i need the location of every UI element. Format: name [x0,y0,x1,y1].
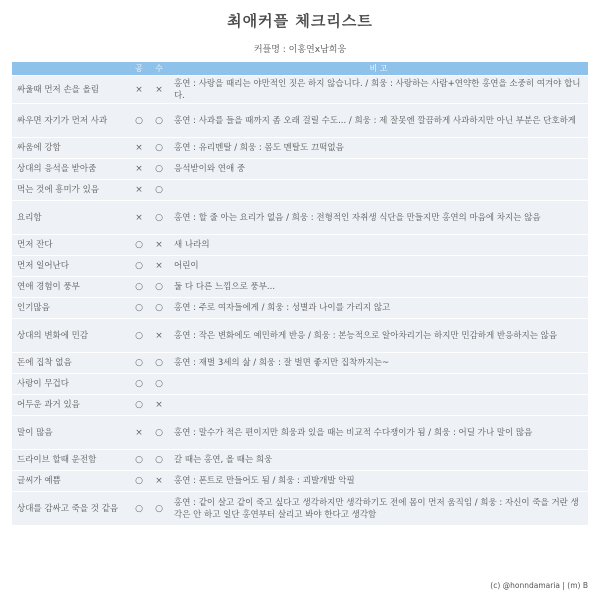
row-note: 둘 다 다른 느낌으로 풍부... [169,277,588,297]
row-note [169,180,588,200]
row-gong: ○ [129,104,149,137]
row-item: 상대의 응석을 받아줌 [12,159,129,179]
row-item: 말이 많음 [12,416,129,449]
row-su: ○ [149,138,169,158]
row-note: 홍연 : 같이 살고 같이 죽고 싶다고 생각하지만 생각하기도 전에 몸이 먼저 움직임 / 희웅 : 자신이 죽을 거란 생각은 안 하고 일단 홍연부터 살리고 봐야 한다고 생각함 [169,492,588,525]
row-gong: ○ [129,471,149,491]
row-su: × [149,256,169,276]
row-item: 돈에 집착 없음 [12,353,129,373]
table-row [12,235,588,255]
row-note: 갈 때는 홍연, 올 때는 희웅 [169,450,588,470]
row-su: ○ [149,416,169,449]
row-gong: × [129,76,149,103]
table-row [12,180,588,200]
row-su: × [149,76,169,103]
row-note [169,374,588,394]
table-row [12,298,588,318]
row-item: 먹는 것에 흥미가 있음 [12,180,129,200]
row-item: 싸움에 강함 [12,138,129,158]
row-note: 홍연 : 재벌 3세의 삶 / 희웅 : 잘 벌면 좋지만 집착까지는~ [169,353,588,373]
row-su: × [149,235,169,255]
row-su: ○ [149,492,169,525]
row-item: 상대의 변화에 민감 [12,319,129,352]
header-gong: 공 [129,62,149,75]
row-note: 홍연 : 할 줄 아는 요리가 없음 / 희웅 : 전형적인 자취생 식단을 만들지만 홍연의 마음에 차지는 않음 [169,201,588,234]
row-item: 사랑이 무겁다 [12,374,129,394]
table-row [12,256,588,276]
row-su: ○ [149,104,169,137]
header-item [12,62,129,75]
row-gong: ○ [129,353,149,373]
table-row [12,353,588,373]
credit-footer: (c) @honndamaria | (m) B [490,581,588,590]
table-row [12,471,588,491]
row-item: 먼저 잔다 [12,235,129,255]
row-item: 드라이브 할때 운전함 [12,450,129,470]
row-note: 홍연 : 폰트로 만들어도 됨 / 희웅 : 괴발개발 악필 [169,471,588,491]
row-gong: ○ [129,374,149,394]
row-item: 요리함 [12,201,129,234]
table-row [12,277,588,297]
row-item: 싸우면 자기가 먼저 사과 [12,104,129,137]
row-item: 상대를 감싸고 죽을 것 같음 [12,492,129,525]
row-note: 어린이 [169,256,588,276]
row-su: ○ [149,277,169,297]
table-row [12,138,588,158]
row-note: 새 나라의 [169,235,588,255]
row-su: ○ [149,374,169,394]
row-note: 홍연 : 작은 변화에도 예민하게 반응 / 희웅 : 본능적으로 알아차리기는 하지만 민감하게 반응하지는 않음 [169,319,588,352]
row-gong: ○ [129,298,149,318]
table-row [12,450,588,470]
table-row [12,104,588,137]
row-su: ○ [149,201,169,234]
row-gong: × [129,138,149,158]
row-note: 홍연 : 사랑을 때리는 야만적인 짓은 하지 않습니다. / 희웅 : 사랑하는 사람+연약한 홍연을 소중히 여겨야 합니다. [169,76,588,103]
table-row [12,492,588,525]
row-item: 어두운 과거 있음 [12,395,129,415]
row-su: ○ [149,353,169,373]
row-item: 글씨가 예쁨 [12,471,129,491]
table-row [12,201,588,234]
table-row [12,416,588,449]
row-gong: × [129,416,149,449]
row-gong: ○ [129,492,149,525]
row-note: 홍연 : 주로 여자들에게 / 희웅 : 성별과 나이를 가리지 않고 [169,298,588,318]
row-item: 싸울때 먼저 손을 올림 [12,76,129,103]
row-note: 홍연 : 사과를 들을 때까지 좀 오래 걸릴 수도... / 희웅 : 제 잘못엔 깔끔하게 사과하지만 아닌 부분은 단호하게 [169,104,588,137]
header-note: 비 고 [169,62,588,75]
row-item: 먼저 일어난다 [12,256,129,276]
row-note [169,395,588,415]
row-su: × [149,319,169,352]
row-su: ○ [149,180,169,200]
row-su: × [149,395,169,415]
row-note: 응석받이와 연애 중 [169,159,588,179]
table-row [12,319,588,352]
table-row [12,374,588,394]
row-note: 홍연 : 유리멘탈 / 희웅 : 몸도 멘탈도 끄떡없음 [169,138,588,158]
row-su: ○ [149,159,169,179]
table-row [12,395,588,415]
row-gong: × [129,201,149,234]
row-gong: × [129,180,149,200]
row-gong: ○ [129,235,149,255]
row-gong: ○ [129,319,149,352]
row-note: 홍연 : 말수가 적은 편이지만 희웅과 있을 때는 비교적 수다쟁이가 됨 / 희웅 : 어딜 가나 말이 많음 [169,416,588,449]
row-su: ○ [149,298,169,318]
page-title: 최애커플 체크리스트 [227,12,373,30]
header-su: 수 [149,62,169,75]
couple-name: 커플명 : 이홍연x남희웅 [253,45,347,55]
row-gong: ○ [129,256,149,276]
row-item: 연애 경험이 풍부 [12,277,129,297]
row-gong: ○ [129,277,149,297]
checklist-table [12,61,588,526]
row-item: 인기많음 [12,298,129,318]
table-row [12,159,588,179]
row-gong: ○ [129,450,149,470]
row-gong: × [129,159,149,179]
row-su: × [149,471,169,491]
table-row [12,76,588,103]
row-gong: ○ [129,395,149,415]
row-su: ○ [149,450,169,470]
table-header-row [12,62,588,75]
